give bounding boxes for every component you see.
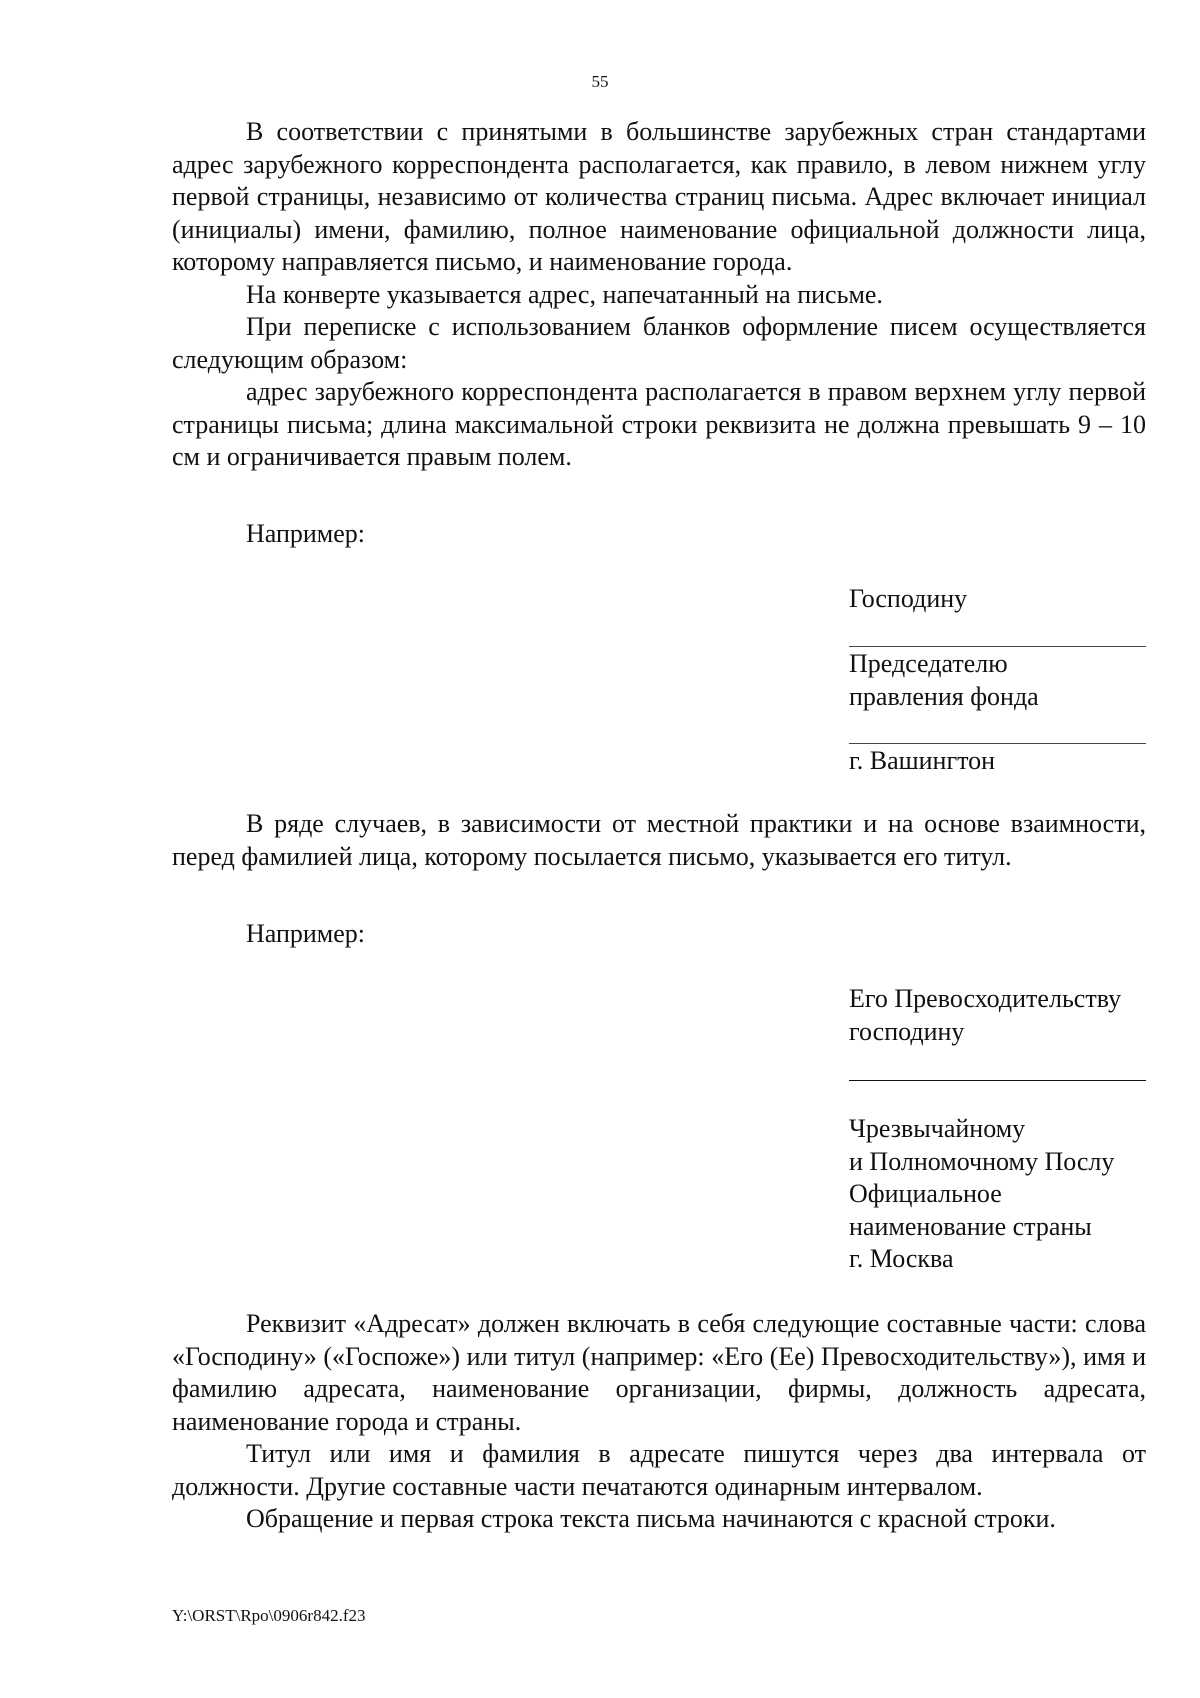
text-block-intro bbox=[172, 116, 1146, 474]
addressee-line: наименование страны bbox=[849, 1211, 1092, 1241]
addressee-2-title bbox=[849, 983, 1149, 1048]
addressee-divider bbox=[849, 1080, 1146, 1081]
addressee-divider bbox=[849, 743, 1146, 744]
addressee-line: и Полномочному Послу bbox=[849, 1146, 1115, 1176]
footer-file-path: Y:\ORST\Rpo\0906r842.f23 bbox=[172, 1606, 366, 1625]
addressee-line: Официальное bbox=[849, 1179, 1002, 1208]
text-block-title bbox=[172, 808, 1146, 873]
addressee-line: г. Москва bbox=[849, 1244, 954, 1273]
addressee-line: Председателю bbox=[849, 649, 1008, 678]
addressee-2-position bbox=[849, 1113, 1149, 1276]
paragraph: Титул или имя и фамилия в адресате пишутся через два интервала от должности. Другие составные части печатаются одинарным интервалом. bbox=[172, 1439, 1146, 1501]
addressee-divider bbox=[849, 646, 1146, 647]
page-number: 55 bbox=[591, 72, 609, 91]
addressee-line: Чрезвычайному bbox=[849, 1114, 1026, 1143]
addressee-line: правления фонда bbox=[849, 681, 1039, 711]
addressee-1-city bbox=[849, 745, 1149, 778]
paragraph: На конверте указывается адрес, напечатанный на письме. bbox=[246, 279, 883, 309]
paragraph: Реквизит «Адресат» должен включать в себя следующие составные части: слова «Господину» («Госпоже») или титул (например: «Его (Ее) Превосходительству»), имя и фамилию адресата, наименование организации, фирмы, должность адресата, наименование города и страны. bbox=[172, 1309, 1146, 1436]
example-label: Например: bbox=[246, 919, 366, 948]
addressee-line: г. Вашингтон bbox=[849, 746, 996, 775]
addressee-1-salutation bbox=[849, 583, 1149, 616]
paragraph: При переписке с использованием бланков оформление писем осуществляется следующим образом: bbox=[172, 312, 1146, 374]
addressee-line: Его Превосходительству bbox=[849, 984, 1122, 1013]
text-block-requisite bbox=[172, 1308, 1146, 1536]
paragraph: адрес зарубежного корреспондента располагается в правом верхнем углу первой страницы письма; длина максимальной строки реквизита не должна превышать 9 – 10 см и ограничивается правым полем. bbox=[172, 377, 1146, 471]
addressee-line: Господину bbox=[849, 584, 968, 613]
addressee-line: господину bbox=[849, 1016, 965, 1046]
paragraph: В ряде случаев, в зависимости от местной практики и на основе взаимности, перед фамилией лица, которому посылается письмо, указывается его титул. bbox=[172, 809, 1146, 871]
paragraph: В соответствии с принятыми в большинстве зарубежных стран стандартами адрес зарубежного корреспондента располагается, как правило, в левом нижнем углу первой страницы, независимо от количества страниц письма. Адрес включает инициал (инициалы) имени, фамилию, полное наименование официальной должности лица, которому направляется письмо, и наименование города. bbox=[172, 117, 1146, 276]
paragraph: Обращение и первая строка текста письма начинаются с красной строки. bbox=[246, 1504, 1056, 1533]
addressee-1-position bbox=[849, 648, 1149, 713]
example-label: Например: bbox=[246, 519, 366, 548]
